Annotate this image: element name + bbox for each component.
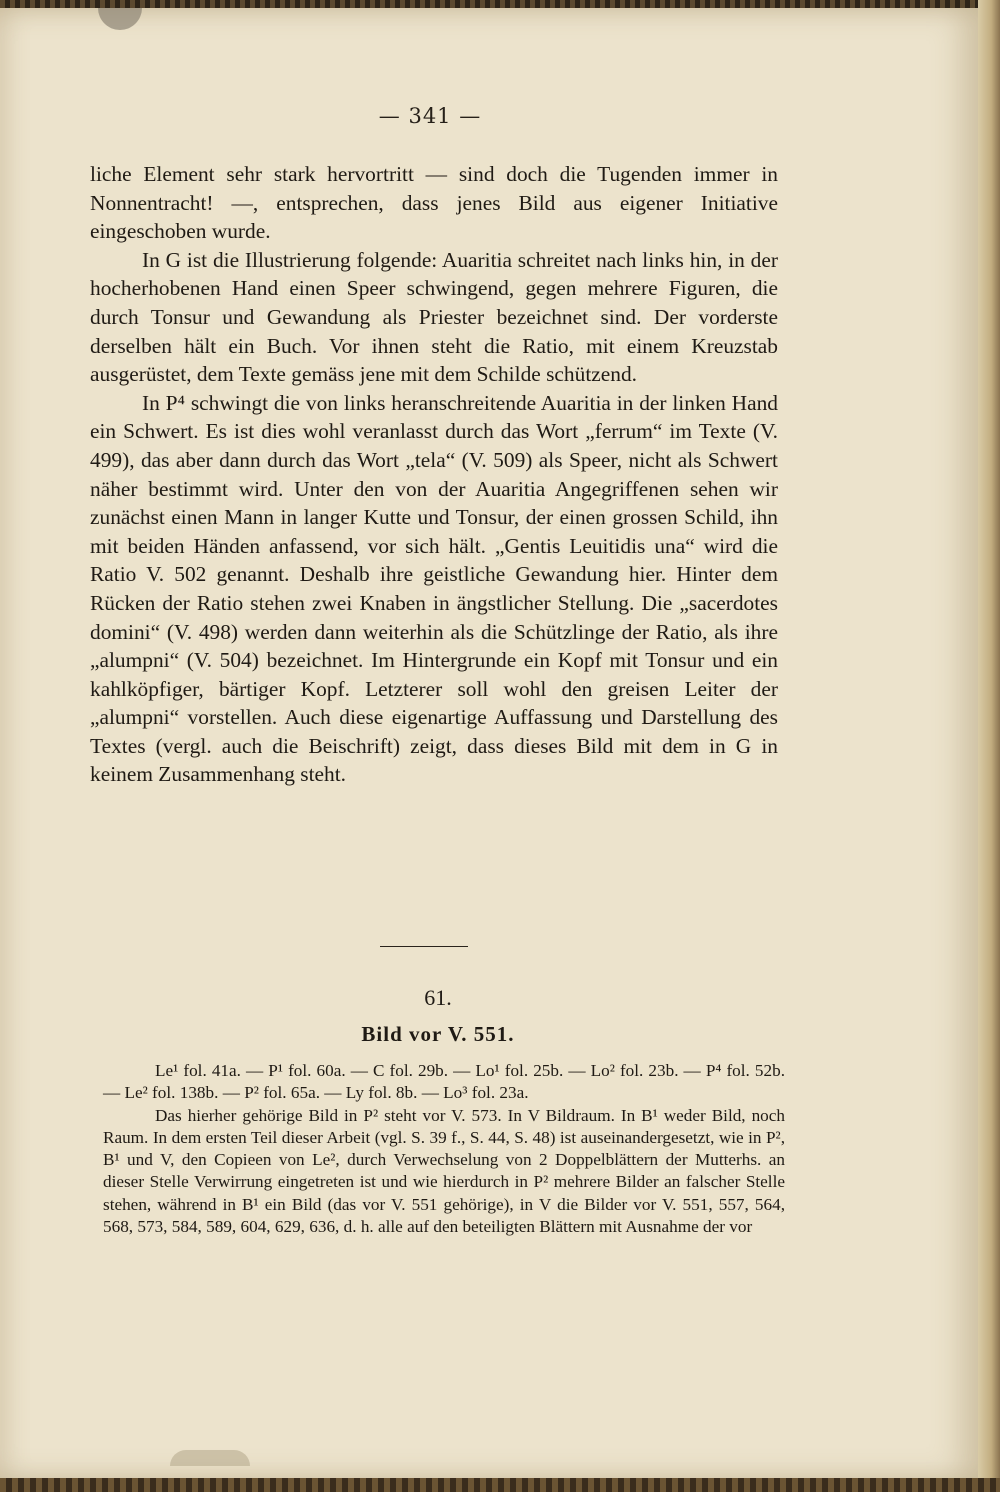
footnote-text (103, 1060, 785, 1238)
book-edge-right (978, 0, 1000, 1492)
page-stain-bottom (170, 1450, 250, 1466)
section-divider (380, 946, 468, 947)
manuscript-list: Le¹ fol. 41a. — P¹ fol. 60a. — C fol. 29b. — Lo¹ fol. 25b. — Lo² fol. 23b. — P⁴ fol. 52b. — Le² fol. 138b. — P² fol. 65a. — Ly fol. 8b. — Lo³ fol. 23a. (103, 1061, 785, 1103)
book-page (0, 8, 980, 1480)
section-title: Bild vor V. 551. (361, 1022, 515, 1046)
book-edge-top (0, 0, 1000, 8)
main-text (90, 160, 778, 789)
book-edge-bottom (0, 1478, 1000, 1492)
paragraph: In G ist die Illustrierung folgende: Auaritia schreitet nach links hin, in der hocherhobenen Hand einen Speer schwingend, gegen mehrere Figuren, die durch Tonsur und Gewandung als Priester bezeichnet sind. Der vorderste derselben hält ein Buch. Vor ihnen steht die Ratio, mit einem Kreuzstab ausgerüstet, dem Texte gemäss jene mit dem Schilde schützend. (90, 247, 778, 387)
section-number: 61. (424, 985, 452, 1010)
paragraph: liche Element sehr stark hervortritt — sind doch die Tugenden immer in Nonnentracht! —, entsprechen, dass jenes Bild aus eigener Initiative eingeschoben wurde. (90, 162, 778, 244)
paragraph: In P⁴ schwingt die von links heranschreitende Auaritia in der linken Hand ein Schwert. Es ist dies wohl veranlasst durch das Wort „ferrum“ im Texte (V. 499), das aber dann durch das Wort „tela“ (V. 509) als Speer, nicht als Schwert näher bestimmt wird. Unter den von der Auaritia Angegriffenen sehen wir zunächst einen Mann in langer Kutte und Tonsur, der einen grossen Schild, ihn mit beiden Händen anfassend, vor sich hält. „Gentis Leuitidis una“ wird die Ratio V. 502 genannt. Deshalb ihre geistliche Gewandung hier. Hinter dem Rücken der Ratio stehen zwei Knaben in ängstlicher Stellung. Die „sacerdotes domini“ (V. 498) werden dann weiterhin als die Schützlinge der Ratio, als ihre „alumpni“ (V. 504) bezeichnet. Im Hintergrunde ein Kopf mit Tonsur und ein kahlköpfiger, bärtiger Kopf. Letzterer soll wohl den greisen Leiter der „alumpni“ vorstellen. Auch diese eigenartige Auffassung und Darstellung des Textes (vergl. auch die Beischrift) zeigt, dass dieses Bild mit dem in G in keinem Zusammenhang steht. (90, 390, 778, 787)
page-stain (98, 8, 142, 30)
note-paragraph: Das hierher gehörige Bild in P² steht vor V. 573. In V Bildraum. In B¹ weder Bild, noch Raum. In dem ersten Teil dieser Arbeit (vgl. S. 39 f., S. 44, S. 48) ist auseinandergesetzt, wie in P², B¹ und V, den Copieen von Le², durch Verwechselung von 2 Doppelblättern der Mutterhs. an dieser Stelle Verwirrung eingetreten ist und wie hierdurch in P² mehrere Bilder an falscher Stelle stehen, während in B¹ ein Bild (das vor V. 551 gehörige), in V die Bilder vor V. 551, 557, 564, 568, 573, 584, 589, 604, 629, 636, d. h. alle auf den beteiligten Blättern mit Ausnahme der vor (103, 1105, 785, 1237)
page-number: — 341 — (378, 104, 482, 128)
